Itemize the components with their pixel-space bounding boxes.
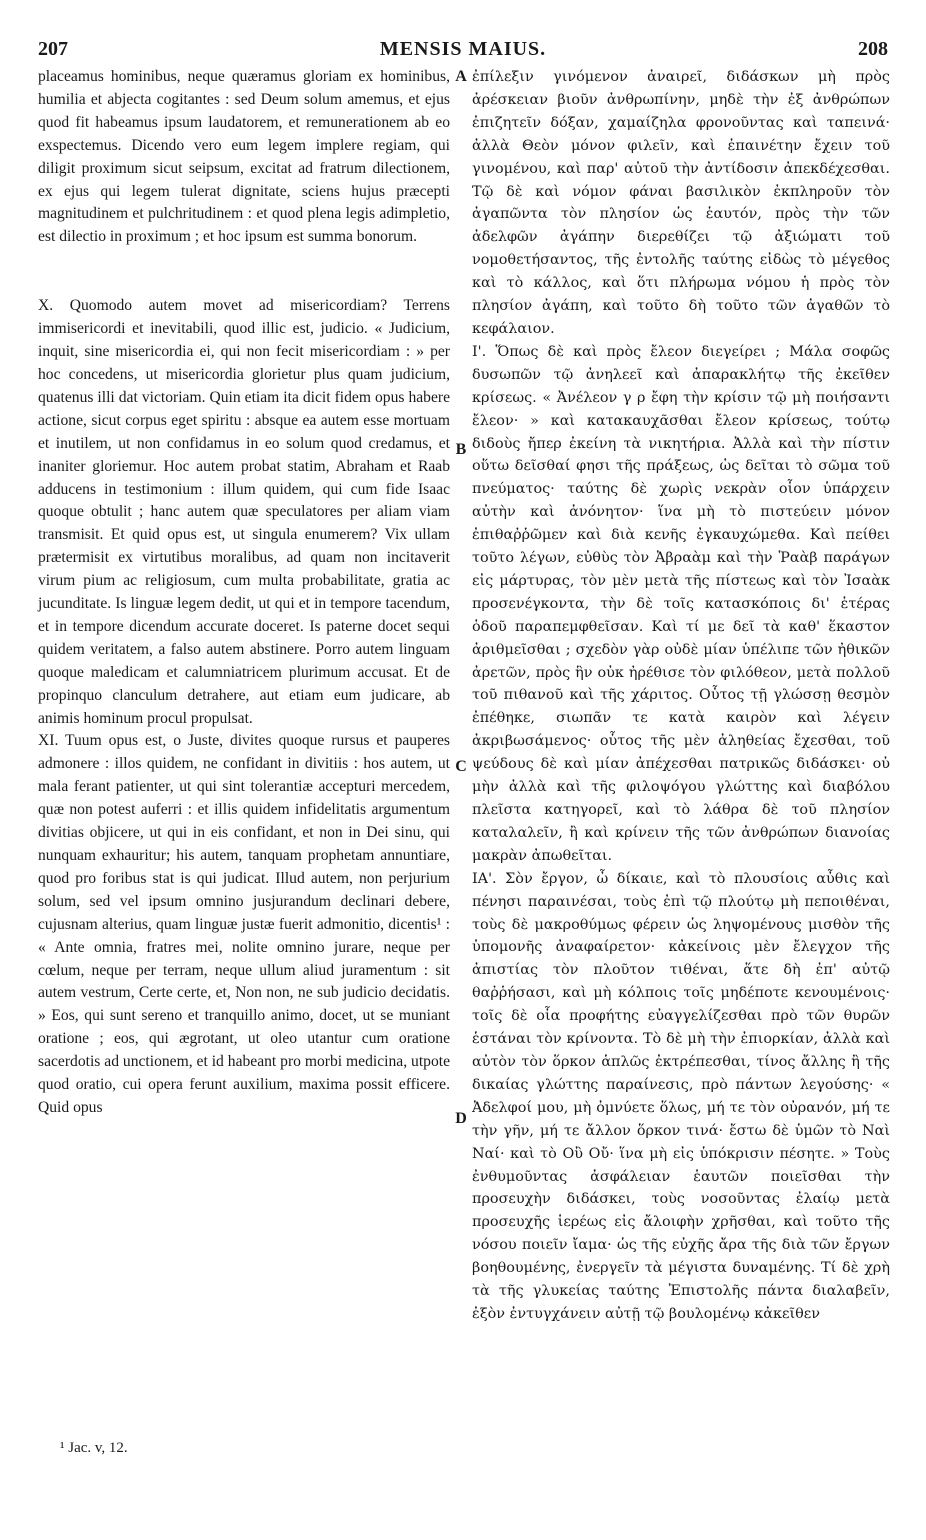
left-page-number: 207: [38, 38, 68, 60]
margin-marker-c: C: [455, 758, 467, 775]
greek-paragraph-2: Ι'. Ὅπως δὲ καὶ πρὸς ἔλεον διεγείρει ; Μάλα σοφῶς δυσωπῶν τῷ ἀνηλεεῖ καὶ ἀπαρακλήτῳ τῆς ἐκεῖθεν κρίσεως. « Ἀνέλεον γ ρ ἔφη τὴν κρίσιν τῷ μὴ ποιήσαντι ἔλεον· » καὶ κατακαυχᾶσθαι ἔλεον κρίσεως, τούτῳ διδοὺς ἤπερ ἐκείνη τὰ νικητήρια. Ἀλλὰ καὶ τὴν πίστιν οὕτω δεῖσθαί φησι τῆς πράξεως, ὡς δεῖται τὸ σῶμα τοῦ πνεύματος· ταύτης δὲ χωρὶς νεκρὰν οἷον ὑπάρχειν αὐτὴν καὶ ἀνόνητον· ἵνα μὴ τὸ πιστεύειν μόνον ἐπιθαῤῥῶμεν καὶ διὰ κενῆς ἐγκαυχώμεθα. Καὶ πείθει τοῦτο λέγων, εὐθὺς τὸν Ἀβραὰμ καὶ τὴν Ῥαὰβ παράγων εἰς μάρτυρας, τὸν μὲν μετὰ τῆς πίστεως καὶ τὸν Ἰσαὰκ προσενέγκοντα, τὴν δὲ τοῖς κατασκόποις δι' ἑτέρας ὁδοῦ παραπεμφθεῖσαν. Καὶ τί με δεῖ τὰ καθ' ἕκαστον ἀριθμεῖσθαι ; σχεδὸν γὰρ οὐδὲ μίαν ὑπέλιπε τῶν ἠθικῶν ἀρετῶν, πρὸς ἣν οὐκ ἠρέθισε τὸν φιλόθεον, μετὰ πολλοῦ τοῦ πιθανοῦ καὶ τῆς χάριτος. Οὗτος τῇ γλώσσῃ θεσμὸν ἐπέθηκε, σιωπᾶν τε κατὰ καιρὸν καὶ λέγειν ἀκριβωσάμενος· οὗτος τῆς μὲν ἀληθείας ἔχεσθαι, τοῦ ψεύδους δὲ καὶ μίαν ἀπέχεσθαι πατρικῶς διδάσκει· οὐ μὴν ἀλλὰ καὶ τῆς φιλοψόγου γλώττης καὶ διαβόλου πλεῖστα κατηγορεῖ, καὶ τὸ λάθρα δὲ τοῦ πλησίον καταλαλεῖν, ἢ καὶ κρίνειν τῆς τῶν ἀνθρώπων διανοίας μακρὰν ἀπωθεῖται.: [472, 343, 890, 864]
latin-paragraph-3: XI. Tuum opus est, o Juste, divites quoque rursus et pauperes admonere : illos quidem, ne confidant in divitiis : hos autem, ut mala ferant patienter, ut qui sint tolerantiæ accepturi mercedem, quæ non potest auferri : et illis quidem infidelitatis argumentum divitias objicere, ut qui in eis confidant, et non in Dei sinu, qui nunquam exhauritur; his autem, tanquam prophetam annuntiare, quod pro foribus stat is qui judicat. Illud autem, non perjurium solum, sed vel ipsum omnino jusjurandum declinari debere, cujusnam alterius, quam linguæ justæ fuerit admonitio, dicentis¹ : « Ante omnia, fratres mei, nolite omnino jurare, neque per cœlum, neque per terram, neque ullum aliud juramentum : sit autem vestrum, Certe certe, et, Non non, ne sub judicio decidatis. » Eos, qui sunt sereno et tranquillo animo, docet, ut se muniant oratione ; eos, qui ægrotant, ut oleo utantur cum oratione sacerdotis ad unctionem, et id habeant pro morbi medicina, utpote quod oratio, cui opera ferunt auxilium, maxima possit efficere. Quid opus: [38, 732, 450, 1116]
margin-marker-b: B: [455, 441, 467, 458]
footnote: ¹ Jac. v, 12.: [60, 1440, 128, 1456]
page-header: [38, 38, 888, 68]
margin-marker-d: D: [455, 1110, 467, 1127]
right-page-number: 208: [858, 38, 888, 60]
running-title: MENSIS MAIUS.: [379, 38, 547, 60]
greek-column: [472, 66, 890, 1326]
margin-marker-a: A: [455, 68, 467, 85]
greek-paragraph-3: ΙΑ'. Σὸν ἔργον, ὦ δίκαιε, καὶ τὸ πλουσίοις αὖθις καὶ πένησι παραινέσαι, τοὺς ἐπὶ τῷ πλούτῳ μὴ πεποιθέναι, τοὺς δὲ μακροθύμως φέρειν ὡς ληψομένους μισθὸν τῆς ὑπομονῆς ἀναφαίρετον· κἀκείνοις μὲν ἔλεγχον τῆς ἀπιστίας τὸν πλοῦτον τιθέναι, ἅτε δὴ ἐπ' αὐτῷ θαῤῥήσασι, καὶ μὴ κόλποις τοῖς μηδέποτε κενουμένοις· τοῖς δὲ οἷα προφήτης εὐαγγελίζεσθαι πρὸ τῶν θυρῶν ἑστάναι τὸν κρίνοντα. Τὸ δὲ μὴ τὴν ἐπιορκίαν, ἀλλὰ καὶ αὐτὸν τὸν ὅρκον ἁπλῶς ἐκτρέπεσθαι, τίνος ἄλλης ἢ τῆς δικαίας γλώττης παραίνεσις, πρὸ πάντων λεγούσης· « Ἀδελφοί μου, μὴ ὀμνύετε ὅλως, μή τε τὸν οὐρανόν, μή τε τὴν γῆν, μή τε ἄλλον ὅρκον τινά· ἔστω δὲ ὑμῶν τὸ Ναὶ Ναί· καὶ τὸ Οὒ Οὔ· ἵνα μὴ εἰς ὑπόκρισιν πέσητε. » Τοὺς ἐνθυμοῦντας ἀσφάλειαν ἑαυτῶν ποιεῖσθαι τὴν προσευχὴν διδάσκει, τοὺς νοσοῦντας ἐλαίῳ μετὰ προσευχῆς ἱερέως εἰς ἄλοιφὴν χρῆσθαι, καὶ τοῦτο τῆς νόσου ποιεῖν ἴαμα· ὡς τῆς εὐχῆς ἄρα τῆς διὰ τῶν ἔργων βοηθουμένης, ἐνεργεῖν τὰ μέγιστα δυναμένης. Τί δὲ χρὴ τὰ τῆς γλυκείας ταύτης Ἐπιστολῆς πάντα διαλαβεῖν, ἐξὸν ἐντυγχάνειν αὐτῇ τῷ βουλομένῳ κἀκεῖθεν: [472, 870, 890, 1322]
latin-paragraph-1: placeamus hominibus, neque quæramus gloriam ex hominibus, humilia et abjecta cogitantes : sed Deum solum amemus, et ejus quod fit habeamus ipsum laudatorem, et remunerationem ab eo exspectemus. Dicendo vero eum legem implere regiam, qui diligit proximum sicut seipsum, excitat ad fratrum dilectionem, ex ejus qui legem tulerat dignitate, sciens hujus præcepti magnitudinem et pulchritudinem : et quod plena legis adimpletio, est dilectio in proximum ; et hoc ipsum est summa bonorum.: [38, 68, 450, 246]
greek-paragraph-1: ἐπίλεξιν γινόμενον ἀναιρεῖ, διδάσκων μὴ πρὸς ἀρέσκειαν βιοῦν ἀνθρωπίνην, μηδὲ τὴν ἐξ ἀνθρώπων ἐπιζητεῖν δόξαν, χαμαίζηλα φρονοῦντας καὶ ταπεινά· ἀλλὰ Θεὸν μόνον φιλεῖν, καὶ ἐπαινέτην ἔχειν τοῦ γινομένου, καὶ παρ' αὐτοῦ τὴν ἀντίδοσιν ἀπεκδέχεσθαι. Τῷ δὲ καὶ νόμον φάναι βασιλικὸν ἐκπληροῦν τὸν ἀγαπῶντα τὸν πλησίον ὡς ἑαυτόν, πρὸς τὴν τῶν ἀδελφῶν ἀγάπην διερεθίζει τῷ ἀξιώματι τοῦ νομοθετήσαντος, τῆς ἐντολῆς ταύτης εἰδὼς τὸ μέγεθος καὶ τὸ κάλλος, καὶ ὅτι πλήρωμα νόμου ἡ πρὸς τὸν πλησίον ἀγάπη, καὶ τοῦτο δὴ τοῦτο τῶν ἀγαθῶν τὸ κεφάλαιον.: [472, 69, 890, 337]
latin-paragraph-2: X. Quomodo autem movet ad misericordiam? Terrens immisericordi et inevitabili, quod illic est, judicio. « Judicium, inquit, sine misericordia ei, qui non fecit misericordiam : » per hoc concedens, ut misericordia glorietur plus quam judicium, quatenus illi dat victoriam. Quin etiam ita dicit fidem opus habere actione, sicut corpus eget spiritu : absque ea autem esse mortuam et inutilem, ut non confidamus in eo solum quod credamus, et inaniter gloriemur. Hoc autem probat statim, Abraham et Raab adducens in testimonium : illum quidem, qui cum fide Isaac quoque obtulit ; hanc autem quæ speculatores per aliam viam transmisit. Et quid opus est, ut singula enumerem? Vix ullam prætermisit ex virtutibus moralibus, ad quam non incitaverit virum pium ac religiosum, cum multa probabilitate, gratia ac jucunditate. Is linguæ legem dedit, ut qui et in tempore tacendum, et in tempore dicendum accurate doceret. Is paterne docet sequi quidem veritatem, a falso autem abstinere. Porro autem linguam quoque maledicam et calumniatricem plurimum accusat. Et de propinquo clanculum detrahere, aut etiam eum judicare, ab animis hominum procul propulsat.: [38, 297, 450, 727]
latin-column: [38, 66, 450, 1120]
section-gap: [38, 249, 450, 295]
